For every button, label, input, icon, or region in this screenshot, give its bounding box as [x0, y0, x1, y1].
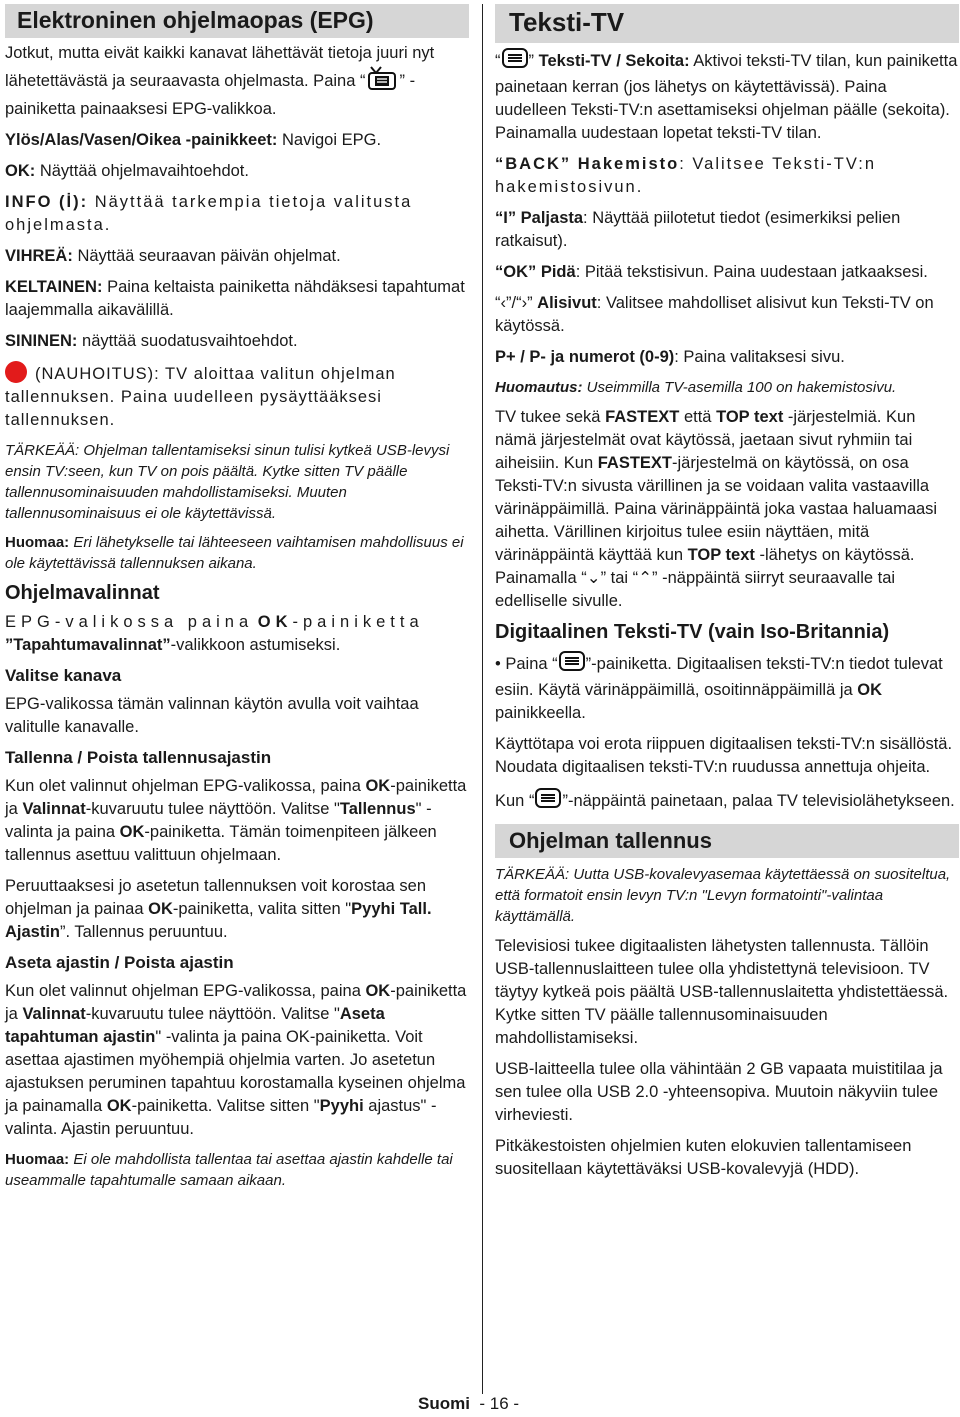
teletext-hold: “OK” Pidä: Pitää tekstisivun. Paina uudestaan jatkaaksesi.	[495, 263, 928, 281]
info-key: INFO (İ): Näyttää tarkempia tietoja valitusta ohjelmasta.	[5, 193, 413, 234]
digital-teletext-text-3: Kun “ ”-näppäintä painetaan, palaa TV televisiolähetykseen.	[495, 787, 959, 816]
chevron-right-icon: ›	[521, 294, 528, 313]
page-footer: Suomi - 16 -	[418, 1394, 520, 1413]
select-channel-text: EPG-valikossa tämän valinnan käytön avulla voit vaihtaa valitulle kanavalle.	[5, 695, 419, 736]
arrow-down-icon: ⌄	[586, 569, 601, 588]
record-timer-text-2: Peruuttaaksesi jo asetetun tallennuksen voit korostaa sen ohjelman ja painaa OK-painiketta, valita sitten "Pyyhi Tall. Ajastin”. Tallennus peruuntuu.	[5, 877, 432, 941]
epg-important: TÄRKEÄÄ: Ohjelman tallentamiseksi sinun tulisi kytkeä USB-levysi ensin TV:seen, kun TV on pois päältä. Kytke sitten TV päälle tallennusominaisuuden mahdollistamiseksi. Muuten tallennusominaisuus ei ole käytettävissä.	[5, 442, 450, 522]
digital-teletext-text-1: • Paina “ ”-painiketta. Digitaalisen teksti-TV:n tiedot tulevat esiin. Käytä värinäppäimillä, osoitinnäppäimillä ja OK painikkeella.	[495, 650, 959, 725]
recording-text-2: USB-laitteella tulee olla vähintään 2 GB vapaata muistitilaa ja sen tulee olla USB 2.0 -yhteensopiva. Muutoin näkyviin tulee virheviesti.	[495, 1060, 943, 1125]
teletext-icon	[558, 650, 586, 679]
right-column	[495, 4, 959, 1189]
epg-guide-icon	[365, 65, 399, 98]
epg-title: Elektroninen ohjelmaopas (EPG)	[5, 4, 469, 38]
fastext-text: TV tukee sekä FASTEXT että TOP text -järjestelmiä. Kun nämä järjestelmät ovat käytössä, jaetaan sivut ryhmiin tai aiheisiin. Kun FASTEXT-järjestelmä on käytössä, on osa Teksti-TV:n sivusta värillinen ja se voidaan valita vastaavilla värinäppäimillä. Paina värinäppäintä joka vastaa haluamaasi aihetta. Värillinen kirjoitus tulee esiin näyttäen, mitä värinäppäintä käyttää kun TOP text -lähetys on käytössä. Painamalla “⌄” tai “⌃” -näppäintä siirryt seuraavalle tai edelliselle sivulle.	[495, 408, 938, 611]
recording-text-1: Televisiosi tukee digitaalisten lähetysten tallennusta. Tällöin USB-tallennuslaitteen tulee olla yhdistettynä televisioon. TV täytyy kytkeä pois päältä USB-tallennuslaitetta yhdistettäessä. Kytke sitten TV päälle tallennusominaisuuden mahdollistamiseksi.	[495, 937, 949, 1048]
record-key: (NAUHOITUS): TV aloittaa valitun ohjelman tallennuksen. Paina uudelleen pysäyttääksesi tallennuksen.	[5, 361, 469, 432]
blue-key: SININEN: näyttää suodatusvaihtoehdot.	[5, 332, 298, 350]
column-divider	[482, 4, 483, 1394]
arrow-up-icon: ⌃	[638, 569, 653, 588]
recording-text-3: Pitkäkestoisten ohjelmien kuten elokuvien tallentamiseen suositellaan käytettäväksi USB-kovalevyjä (HDD).	[495, 1137, 912, 1179]
record-timer-heading: Tallenna / Poista tallennusajastin	[5, 748, 272, 767]
teletext-icon	[501, 47, 529, 76]
timer-note: Huomaa: Ei ole mahdollista tallentaa tai asettaa ajastin kahdelle tai useammalle tapahtumalle samaan aikaan.	[5, 1151, 453, 1189]
teletext-note: Huomautus: Useimmilla TV-asemilla 100 on hakemistosivu.	[495, 379, 897, 397]
digital-teletext-text-2: Käyttötapa voi erota riippuen digitaalisen teksti-TV:n sisällöstä. Noudata digitaalisen teksti-TV:n ruudussa annettuja ohjeita.	[495, 735, 953, 777]
set-timer-heading: Aseta ajastin / Poista ajastin	[5, 953, 234, 972]
ok-key: OK: Näyttää ohjelmavaihtoehdot.	[5, 162, 249, 180]
digital-teletext-heading: Digitaalinen Teksti-TV (vain Iso-Britannia)	[495, 621, 890, 644]
epg-intro: Jotkut, mutta eivät kaikki kanavat lähettävät tietoja juuri nyt lähetettävästä ja seuraavasta ohjelmasta. Paina “ ” -painiketta painaaksesi EPG-valikkoa.	[5, 44, 435, 118]
set-timer-text: Kun olet valinnut ohjelman EPG-valikossa, paina OK-painiketta ja Valinnat-kuvaruutu tulee näyttöön. Valitse "Aseta tapahtuman ajastin" -valinta ja paina OK-painiketta. Voit asettaa ajastimen myöhempiä ohjelmia varten. Jo asetetun ajastuksen peruminen tapahtuu korostamalla kyseinen ohjelma ja painamalla OK-painiketta. Valitse sitten "Pyyhi ajastus" -valinta. Ajastin peruuntuu.	[5, 982, 467, 1138]
chevron-left-icon: ‹	[500, 294, 506, 313]
prog-options-text: EPG-valikossa paina OK-painiketta ”Tapahtumavalinnat”-valikkoon astumiseksi.	[5, 613, 424, 654]
recording-important: TÄRKEÄÄ: Uutta USB-kovalevyasemaa käytettäessä on suositeltua, että formatoit ensin levyn TV:n "Levyn formatointi"-valintaa käyttämällä.	[495, 866, 951, 926]
teletext-reveal: “I” Paljasta: Näyttää piilotetut tiedot (esimerkiksi pelien ratkaisut).	[495, 209, 901, 250]
recording-heading: Ohjelman tallennus	[495, 824, 959, 858]
teletext-mix: “ ” Teksti-TV / Sekoita: Aktivoi teksti-TV tilan, kun painiketta painetaan kerran (jos lähetys on käytettävissä). Paina uudelleen Teksti-TV:n asettamiseksi ohjelman päälle (sekoita). Painamalla uudestaan lopetat teksti-TV tilan.	[495, 47, 959, 145]
yellow-key: KELTAINEN: Paina keltaista painiketta nähdäksesi tapahtumat laajemmalla aikavälillä.	[5, 278, 465, 319]
prog-options-heading: Ohjelmavalinnat	[5, 582, 160, 604]
teletext-back: “BACK” Hakemisto: Valitsee Teksti-TV:n hakemistosivun.	[495, 155, 877, 196]
teletext-page-number: P+ / P- ja numerot (0-9): Paina valitaksesi sivu.	[495, 348, 845, 367]
epg-note: Huomaa: Eri lähetykselle tai lähteeseen vaihtamisen mahdollisuus ei ole käytettävissä tallennuksen aikana.	[5, 534, 464, 572]
select-channel-heading: Valitse kanava	[5, 666, 122, 685]
record-timer-text-1: Kun olet valinnut ohjelman EPG-valikossa, paina OK-painiketta ja Valinnat-kuvaruutu tulee näyttöön. Valitse "Tallennus" -valinta ja paina OK-painiketta. Tämän toimenpiteen jälkeen tallennus asettuu valittuun ohjelmaan.	[5, 777, 467, 864]
left-column	[5, 4, 469, 1199]
teletext-title: Teksti-TV	[495, 4, 959, 43]
record-dot-icon	[5, 361, 27, 383]
nav-keys: Ylös/Alas/Vasen/Oikea -painikkeet: Navigoi EPG.	[5, 131, 382, 149]
teletext-icon	[534, 787, 562, 816]
teletext-subpage: “‹”/“›” Alisivut: Valitsee mahdolliset alisivut kun Teksti-TV on käytössä.	[495, 294, 934, 336]
green-key: VIHREÄ: Näyttää seuraavan päivän ohjelmat.	[5, 247, 341, 265]
